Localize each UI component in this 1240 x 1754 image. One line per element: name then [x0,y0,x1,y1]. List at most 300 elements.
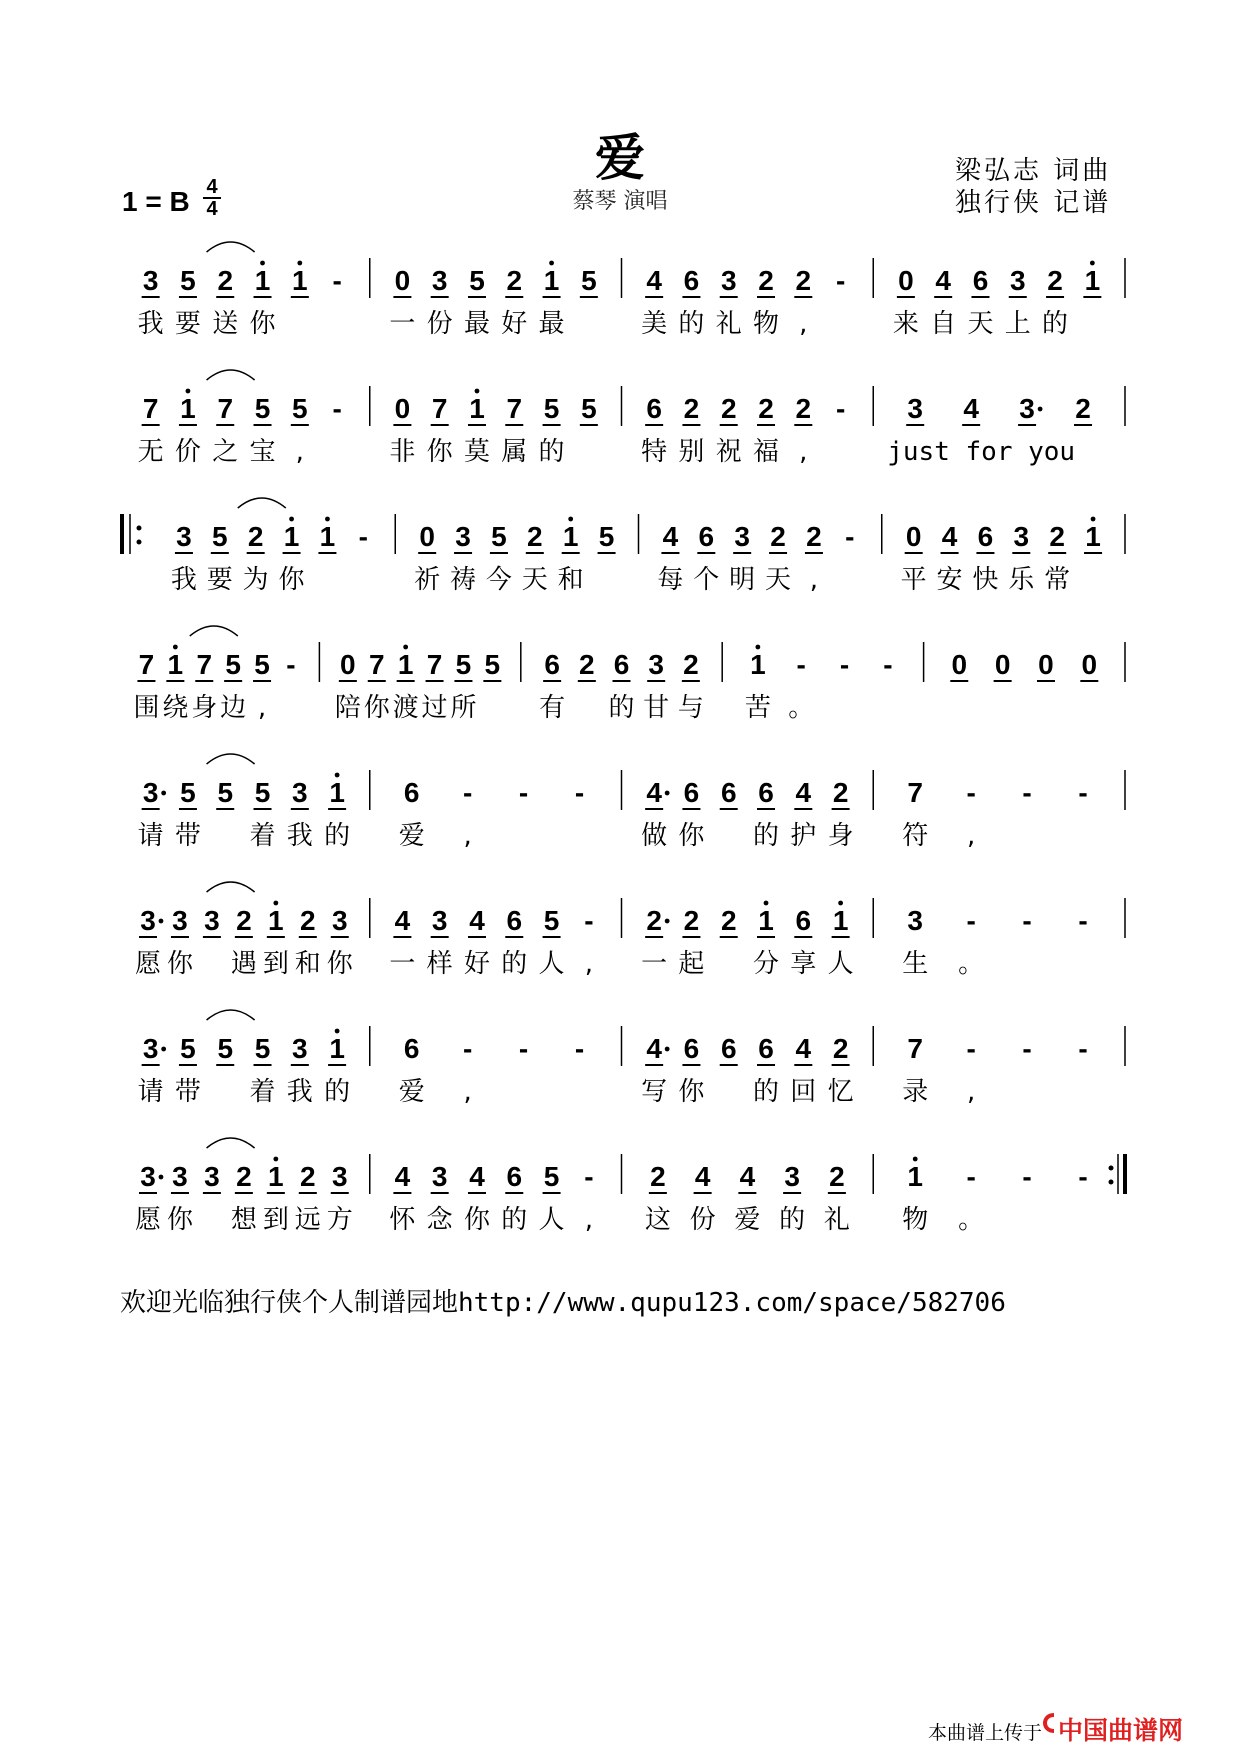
note: 2 [720,393,737,424]
lyric-char: , [799,437,808,467]
lyric-char: 之 [212,437,239,467]
lyric-char: 有 [539,693,566,723]
high-octave-dot [289,517,294,522]
slur [207,754,255,764]
note: 1 [167,649,184,680]
dotted-note-dot [161,1047,166,1052]
lyric-char: 边 [220,693,247,723]
note: 0 [419,521,435,552]
high-octave-dot [273,901,278,906]
note: 5 [254,649,270,680]
lyric-char: 爱 [398,1077,425,1107]
note: 2 [300,905,316,936]
transcriber-credit: 独行侠 记谱 [955,188,1112,218]
lyric-char: 祈 [414,565,441,595]
note: 2 [683,649,699,680]
note: 3 [1019,393,1035,424]
note: - [845,521,855,552]
note: - [966,905,976,936]
repeat-dot [1109,1180,1114,1185]
lyric-char: 你 [278,565,305,595]
lyric-char: 写 [641,1077,668,1107]
lyric-char: 遇 [230,949,257,979]
lyric-char: 着 [249,821,276,851]
lyric-char: 莫 [463,437,490,467]
lyric-char: 明 [729,565,756,595]
note: 2 [646,905,662,936]
note: 0 [394,393,411,424]
lyric-char: 美 [641,309,668,339]
note: 6 [977,521,994,552]
high-octave-dot [1090,261,1095,266]
note: 5 [469,265,485,296]
lyric-char: 最 [538,309,565,339]
lyric-char: 安 [936,565,963,595]
note: 2 [1075,393,1091,424]
lyric-char: 自 [930,309,957,339]
note: 1 [254,265,271,296]
note: 2 [579,649,595,680]
lyric-char: 怀 [389,1205,416,1235]
lyric-char: 的 [608,693,635,723]
note: - [286,649,296,680]
note: 1 [319,521,336,552]
lyric-char: 和 [557,565,584,595]
lyric-char: 物 [902,1205,929,1235]
note: 3 [292,1033,308,1064]
time-signature-top: 4 [206,176,218,198]
lyric-char: , [967,821,976,851]
note: 3 [140,905,156,936]
note: 3 [140,1161,156,1192]
lyric-char: 特 [641,437,668,467]
note: - [1078,1161,1088,1192]
lyric-char: 起 [678,949,705,979]
lyric-char: 所 [450,693,477,723]
lyric-char: , [967,1077,976,1107]
lyric-char: 你 [166,949,193,979]
note: 3 [331,1161,348,1192]
lyric-char: 陪 [334,693,361,723]
repeat-dot [137,540,142,545]
lyric-char: 来 [892,309,919,339]
note: 3 [720,265,737,296]
note: 2 [300,1161,316,1192]
note: 6 [698,521,715,552]
lyric-char: 录 [902,1077,929,1107]
lyric-char: 的 [324,821,351,851]
note: - [462,1033,473,1064]
note: 5 [217,1033,234,1064]
note: 2 [829,1161,845,1192]
note: 1 [543,265,560,296]
lyric-char: , [295,437,304,467]
note: 1 [268,905,284,936]
lyric-char: 围 [133,693,160,723]
high-octave-dot [335,1029,340,1034]
note: - [584,1161,594,1192]
note: 3 [1009,265,1026,296]
high-octave-dot [325,517,330,522]
lyric-char: 上 [1004,309,1031,339]
high-octave-dot [1091,517,1096,522]
note: 5 [180,265,196,296]
note: 0 [1038,649,1054,680]
note: - [966,1161,976,1192]
note: 0 [951,649,968,680]
note: 3 [734,521,750,552]
note: 5 [254,1033,271,1064]
note: 6 [646,393,662,424]
note: 0 [394,265,411,296]
note: 6 [972,265,989,296]
lyric-char: 带 [174,821,201,851]
lyric-char: 想 [230,1205,257,1235]
note: 3 [784,1161,800,1192]
lyric-char: 快 [972,565,999,595]
lyric-char: 我 [286,821,313,851]
note: 7 [426,649,443,680]
note: 4 [394,905,411,936]
note: 2 [236,1161,252,1192]
note: 2 [758,265,774,296]
high-octave-dot [297,261,302,266]
note: 7 [368,649,385,680]
note: 2 [795,393,812,424]
lyric-char: 的 [501,1205,528,1235]
lyric-char: 爱 [398,821,425,851]
high-octave-dot [173,645,178,650]
repeat-dot [137,526,142,531]
lyric-char: 方 [326,1205,353,1235]
lyric-char: 到 [262,949,289,979]
lyric-char: 个 [693,565,720,595]
lyric-char: 绕 [162,693,189,723]
note: 7 [196,649,213,680]
lyric-char: 样 [426,949,453,979]
note: 6 [403,777,420,808]
lyric-char: 的 [324,1077,351,1107]
lyric-char: 生 [902,949,929,979]
note: 4 [795,1033,812,1064]
note: 5 [292,393,308,424]
lyric-char: 非 [389,437,416,467]
note: 2 [217,265,234,296]
note: - [1078,1033,1088,1064]
note: - [883,649,893,680]
note: 3 [204,1161,220,1192]
note: 4 [646,1033,662,1064]
note: 4 [469,1161,485,1192]
high-octave-dot [549,261,554,266]
note: 1 [1085,521,1101,552]
song-title: 爱 [595,128,645,187]
note: 1 [469,393,485,424]
note: - [332,393,342,424]
lyric-char: 的 [678,309,705,339]
note: 1 [329,1033,345,1064]
lyric-char: 的 [501,949,528,979]
lyric-char: 和 [294,949,321,979]
lyric-char: 平 [900,565,927,595]
lyric-char: 天 [521,565,548,595]
dotted-note-dot [1038,407,1043,412]
note: 3 [648,649,664,680]
note: 3 [907,905,924,936]
note: 6 [683,777,700,808]
time-signature-bottom: 4 [206,198,218,220]
lyric-char: 苦 [744,693,771,723]
lyric-char: 天 [967,309,994,339]
note: - [1022,905,1032,936]
lyric-char: 最 [463,309,490,339]
high-octave-dot [838,901,843,906]
note: 2 [832,777,849,808]
note: - [358,521,368,552]
note: 5 [180,777,196,808]
note: 5 [217,777,234,808]
note: 5 [543,393,560,424]
lyric-char: 回 [790,1077,817,1107]
lyric-char: 价 [174,437,201,467]
lyric-char: 福 [753,437,780,467]
slur [207,1138,255,1148]
note: 5 [212,521,228,552]
note: 3 [907,393,924,424]
lyric-char: 你 [678,1077,705,1107]
high-octave-dot [186,389,191,394]
note: - [796,649,806,680]
key-signature: 1 = B [122,186,190,217]
note: 5 [455,649,472,680]
note: - [839,649,850,680]
high-octave-dot [764,901,769,906]
lyric-char: 爱 [734,1205,761,1235]
lyric-char: 常 [1044,565,1071,595]
note: 2 [236,905,252,936]
high-octave-dot [335,773,340,778]
slur [207,242,255,252]
lyric-char: 要 [206,565,233,595]
note: 3 [204,905,220,936]
note: 0 [1081,649,1098,680]
note: 5 [543,905,560,936]
note: 2 [770,521,786,552]
lyric-char: 符 [902,821,929,851]
note: 4 [694,1161,711,1192]
lyric-char: 的 [779,1205,806,1235]
lyric-char: 我 [170,565,197,595]
note: 6 [506,1161,523,1192]
high-octave-dot [913,1157,918,1162]
note: 6 [683,1033,700,1064]
lyric-char: 。 [788,693,815,723]
high-octave-dot [403,645,408,650]
note: 7 [907,1033,924,1064]
note: 2 [683,905,700,936]
note: 1 [750,649,766,680]
note: 2 [832,1033,849,1064]
lyric-char: , [257,693,267,723]
note: 7 [138,649,155,680]
lyric-char: 要 [174,309,201,339]
note: 3 [455,521,471,552]
lyric-char: 愿 [134,1205,161,1235]
lyric-char: 人 [538,949,565,979]
lyric-char: 礼 [715,309,742,339]
note: 3 [292,777,308,808]
lyric-char: 别 [678,437,705,467]
note: 6 [720,1033,737,1064]
lyric-char: 礼 [823,1205,850,1235]
note: 1 [268,1161,284,1192]
slur [207,1010,255,1020]
note: - [462,777,473,808]
note: 3 [172,1161,188,1192]
lyric-char: 甘 [643,693,670,723]
slur [207,882,255,892]
lyric-char: 到 [262,1205,289,1235]
note: 3 [431,905,448,936]
lyric-char: 享 [790,949,817,979]
slur [238,498,286,508]
note: 5 [581,265,597,296]
note: 2 [506,265,523,296]
lyric-char: 护 [790,821,817,851]
note: 1 [758,905,774,936]
note: 1 [562,521,579,552]
note: 5 [543,1161,560,1192]
high-octave-dot [475,389,480,394]
lyric-char: 渡 [392,693,419,723]
note: 4 [935,265,951,296]
welcome-footer: 欢迎光临独行侠个人制谱园地http://www.qupu123.com/space/582706 [120,1288,1006,1318]
lyric-char: 份 [426,309,453,339]
lyric-char: , [584,1205,593,1235]
lyric-char: 好 [501,309,528,339]
note: - [1078,905,1088,936]
note: 2 [758,393,774,424]
lyric-char: 你 [166,1205,193,1235]
note: 2 [650,1161,666,1192]
lyric-char: 你 [678,821,705,851]
note: 2 [527,521,543,552]
lyric-char: 乐 [1008,565,1035,595]
note: 0 [905,521,922,552]
lyric-char: 你 [426,437,453,467]
lyric-char: 人 [827,949,854,979]
lyric-char: 我 [137,309,164,339]
note: - [332,265,342,296]
note: 3 [142,265,159,296]
lyric-char: 做 [641,821,668,851]
note: 4 [963,393,979,424]
lyric-char: 我 [286,1077,313,1107]
note: 2 [247,521,264,552]
note: - [966,777,976,808]
lyric-char: 的 [753,1077,780,1107]
note: 5 [581,393,597,424]
lyric-char: 忆 [827,1077,854,1107]
dotted-note-dot [665,1047,670,1052]
lyric-char: 送 [212,309,239,339]
note: 0 [994,649,1011,680]
note: 0 [898,265,914,296]
lyric-char: 属 [501,437,528,467]
note: 5 [254,393,271,424]
note: 0 [340,649,356,680]
lyric-char: 无 [137,437,164,467]
note: - [1022,1161,1032,1192]
lyric-char: , [809,565,819,595]
note: 1 [832,905,849,936]
note: 5 [225,649,241,680]
lyric-char: , [463,821,472,851]
lyric-char: 为 [242,565,269,595]
note: 2 [806,521,822,552]
site-logo: 中国曲谱网 [1058,1717,1184,1745]
lyric-char: 的 [1042,309,1069,339]
note: 7 [907,777,924,808]
note: 4 [662,521,679,552]
lyric-char: 身 [191,693,218,723]
note: 6 [683,265,700,296]
note: 3 [1013,521,1030,552]
note: 6 [403,1033,420,1064]
lyric-char: 分 [753,949,780,979]
note: 7 [431,393,448,424]
upload-note: 本曲谱上传于 [928,1722,1043,1744]
lyric-char: 过 [421,693,448,723]
note: 3 [142,1033,159,1064]
note: 4 [469,905,485,936]
note: 6 [506,905,523,936]
note: - [1022,1033,1032,1064]
lyric-char: 份 [689,1205,716,1235]
note: 4 [646,265,662,296]
lyricist-composer-credit: 梁弘志 词曲 [955,156,1112,186]
note: 1 [180,393,196,424]
dotted-note-dot [159,919,164,924]
note: - [518,1033,529,1064]
lyric-char: 请 [137,821,164,851]
note: - [574,1033,585,1064]
lyric-char: 带 [174,1077,201,1107]
note: 4 [795,777,812,808]
performer-credit: 蔡琴 演唱 [572,189,668,214]
note: 2 [683,393,700,424]
slur [190,626,238,636]
note: 6 [758,1033,774,1064]
lyric-char: , [463,1077,472,1107]
note: 4 [646,777,662,808]
dotted-note-dot [159,1175,164,1180]
lyric-text: just for you [887,437,1076,467]
lyric-char: 一 [641,949,668,979]
lyric-char: 你 [463,1205,490,1235]
note: 6 [544,649,560,680]
note: 1 [1084,265,1101,296]
lyric-char: , [584,949,593,979]
high-octave-dot [273,1157,278,1162]
lyric-char: 物 [753,309,780,339]
dotted-note-dot [665,919,670,924]
lyric-char: 的 [538,437,565,467]
note: 3 [331,905,348,936]
lyric-char: 远 [294,1205,321,1235]
note: 2 [1047,265,1063,296]
lyric-char: 。 [958,1205,985,1235]
